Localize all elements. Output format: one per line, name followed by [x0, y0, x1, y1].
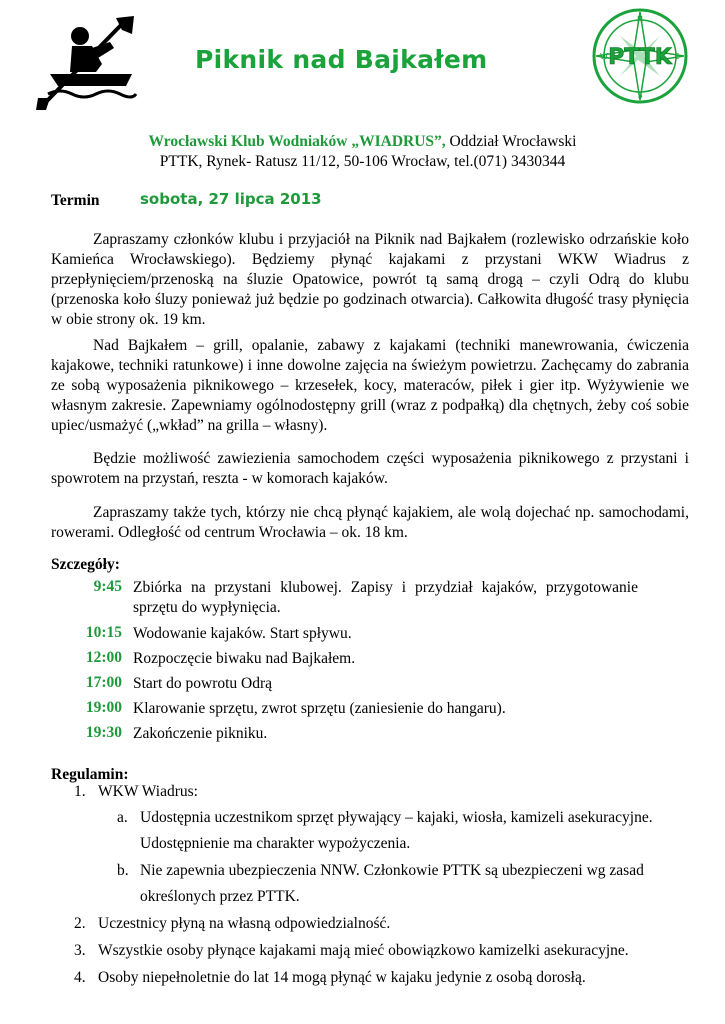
schedule-text: Rozpoczęcie biwaku nad Bajkałem. — [133, 650, 356, 667]
paragraph-transport: Będzie możliwość zawiezienia samochodem części wyposażenia piknikowego z przystani i spowrotem na przystań, reszta - w komorach kajaków. — [51, 450, 689, 487]
schedule-time: 17:00 — [85, 674, 122, 691]
schedule-text: Start do powrotu Odrą — [133, 675, 273, 692]
rules-heading: Regulamin: — [51, 766, 129, 783]
pttk-compass-logo-icon — [590, 6, 690, 106]
termin-label: Termin — [51, 192, 100, 209]
organizer-line — [0, 133, 725, 151]
schedule-time: 10:15 — [85, 624, 122, 641]
rule-number: 3. — [74, 942, 86, 959]
rule-text: Udostępnia uczestnikom sprzęt pływający – kajaki, wiosła, kamizeli asekuracyjne. — [140, 809, 653, 826]
schedule-time: 19:00 — [85, 699, 122, 716]
termin-value: sobota, 27 lipca 2013 — [140, 190, 322, 208]
rule-text: Osoby niepełnoletnie do lat 14 mogą płynąć w kajaku jedynie z osobą dorosłą. — [98, 969, 586, 986]
paragraph-intro: Zapraszamy członków klubu i przyjaciół na Piknik nad Bajkałem (rozlewisko odrzańskie koło Kamieńca Wrocławskiego). Będziemy płynąć kajakami z przystani WKW Wiadrus z przepłynięciem/przenoską na śluzie Opatowice, powrót tą samą drogą – czyli Odrą do klubu (przenoska koło śluzy ponieważ już będzie po godzinach otwarcia). Całkowita długość trasy płynięcia w obie strony ok. 19 km. — [51, 231, 689, 328]
organizer-branch: Oddział Wrocławski — [445, 133, 577, 150]
schedule-time: 19:30 — [85, 724, 122, 741]
rule-number: 1. — [74, 783, 86, 800]
rule-text: WKW Wiadrus: — [98, 783, 198, 800]
schedule-text: Klarowanie sprzętu, zwrot sprzętu (zaniesienie do hangaru). — [133, 700, 506, 717]
pttk-logo-text: PTTK — [608, 45, 672, 70]
details-heading: Szczegóły: — [51, 556, 120, 573]
rule-number: 4. — [74, 969, 86, 986]
compass-e: E — [674, 52, 680, 61]
compass-n: N — [637, 15, 643, 24]
rule-text: Wszystkie osoby płynące kajakami mają mieć obowiązkowo kamizelki asekuracyjne. — [98, 942, 629, 959]
kayaker-logo-icon — [36, 14, 140, 110]
rule-number: b. — [117, 862, 129, 879]
compass-w: W — [600, 52, 608, 61]
rule-text: Udostępnienie ma charakter wypożyczenia. — [140, 835, 411, 852]
paragraph-invitation: Zapraszamy także tych, którzy nie chcą płynąć kajakiem, ale wolą dojechać np. samochodami, rowerami. Odległość od centrum Wrocławia – ok. 18 km. — [51, 504, 689, 541]
organizer-address: PTTK, Rynek- Ratusz 11/12, 50-106 Wrocław, tel.(071) 3430344 — [159, 153, 566, 170]
page-title: Piknik nad Bajkałem — [195, 45, 488, 74]
rule-text: Uczestnicy płyną na własną odpowiedzialność. — [98, 915, 391, 932]
rule-number: 2. — [74, 915, 86, 932]
schedule-time: 9:45 — [93, 578, 122, 595]
rule-number: a. — [117, 809, 128, 826]
organizer-name: Wrocławski Klub Wodniaków „WIADRUS”, — [148, 133, 446, 150]
rule-text: określonych przez PTTK. — [140, 888, 300, 905]
schedule-text: Zakończenie pikniku. — [133, 725, 268, 742]
schedule-text: Wodowanie kajaków. Start spływu. — [133, 625, 352, 642]
compass-s: S — [637, 91, 643, 100]
schedule-time: 12:00 — [85, 649, 122, 666]
rule-text: Nie zapewnia ubezpieczenia NNW. Członkowie PTTK są ubezpieczeni wg zasad — [140, 862, 644, 879]
schedule-text: Zbiórka na przystani klubowej. Zapisy i przydział kajaków, przygotowanie sprzętu do wypłynięcia. — [133, 579, 638, 616]
paragraph-activities: Nad Bajkałem – grill, opalanie, zabawy z kajakami (techniki manewrowania, ćwiczenia kajakowe, techniki ratunkowe) i inne dowolne zajęcia na świeżym powietrzu. Zachęcamy do zabrania ze sobą wyposażenia piknikowego – krzesełek, kocy, materaców, piłek i gier itp. Wyżywienie we własnym zakresie. Zapewniamy ogólnodostępny grill (wraz z podpałką) dla chętnych, żeby coś sobie upiec/usmażyć („wkład” na grilla – własny). — [51, 337, 689, 434]
